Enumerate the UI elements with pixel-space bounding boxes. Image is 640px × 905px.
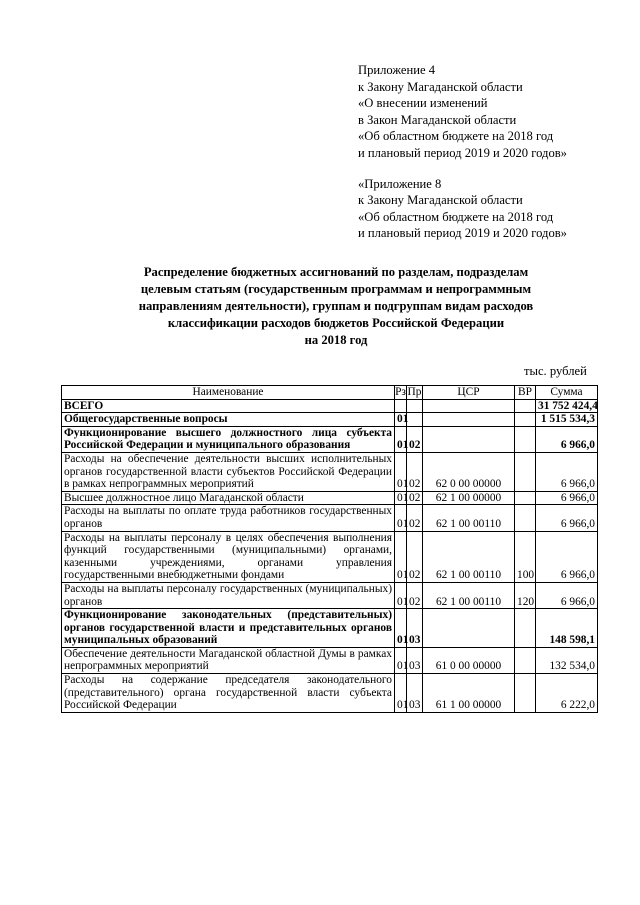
cell-sum: 132 534,0 [536,647,598,673]
title-line: классификации расходов бюджетов Российской Федерации [167,316,505,330]
title-line: Распределение бюджетных ассигнований по разделам, подразделам [143,265,529,279]
cell-sum: 1 515 534,3 [536,413,598,427]
appendix-line: в Закон Магаданской области [358,112,517,127]
cell-vr [515,399,536,413]
appendix-header [358,62,628,242]
cell-pr: 02 [407,531,423,582]
table-row [62,413,598,427]
cell-sum: 6 966,0 [536,531,598,582]
cell-name: Функционирование высшего должностного лица субъекта Российской Федерации и муниципального образования [62,426,395,452]
cell-sum: 6 222,0 [536,674,598,713]
cell-vr [515,609,536,648]
cell-rz: 01 [395,531,407,582]
header-sum: Сумма [536,386,598,400]
cell-pr: 02 [407,491,423,505]
cell-name: Расходы на выплаты персоналу в целях обеспечения выполнения функций государственными (муниципальными) органами, казенными учреждениями, органами управления государственными внебюджетными фондами [62,531,395,582]
table-row [62,674,598,713]
cell-rz: 01 [395,582,407,608]
appendix-line: «Об областном бюджете на 2018 год [358,129,554,144]
cell-sum: 148 598,1 [536,609,598,648]
cell-vr: 100 [515,531,536,582]
cell-rz: 01 [395,674,407,713]
cell-rz: 01 [395,647,407,673]
cell-csr: 62 0 00 00000 [423,452,515,491]
header-rz: Рз [395,386,406,398]
cell-pr: 03 [407,609,423,648]
appendix-line: к Закону Магаданской области [358,193,523,208]
cell-name: Высшее должностное лицо Магаданской области [62,491,395,505]
cell-name: Обеспечение деятельности Магаданской областной Думы в рамках непрограммных мероприятий [62,647,395,673]
table-row [62,505,598,531]
title-line: на 2018 год [304,333,368,347]
cell-vr [515,674,536,713]
cell-name: Расходы на выплаты персоналу государственных (муниципальных) органов [62,582,395,608]
cell-rz: 01 [395,413,407,427]
cell-vr [515,491,536,505]
cell-sum: 6 966,0 [536,452,598,491]
title-line: целевым статьям (государственным программам и непрограммным [140,282,532,296]
cell-csr: 61 1 00 00000 [423,674,515,713]
table-row [62,531,598,582]
appendix-8-block [358,176,628,242]
cell-name: ВСЕГО [62,399,395,413]
cell-pr: 02 [407,582,423,608]
appendix-line: Приложение 4 [358,63,436,77]
appendix-line: к Закону Магаданской области [358,79,523,94]
table-row [62,647,598,673]
appendix-line: и плановый период 2019 и 2020 годов» [358,226,567,241]
cell-csr: 62 1 00 00110 [423,582,515,608]
cell-rz: 01 [395,491,407,505]
cell-csr: 62 1 00 00110 [423,531,515,582]
appendix-line: «Приложение 8 [358,176,442,191]
cell-sum: 6 966,0 [536,491,598,505]
header-vr: ВР [515,386,536,400]
table-row [62,426,598,452]
cell-vr [515,426,536,452]
table-header-row [62,386,598,400]
table-row [62,452,598,491]
cell-csr: 62 1 00 00110 [423,505,515,531]
table-row [62,609,598,648]
cell-name: Общегосударственные вопросы [62,413,395,427]
cell-vr [515,647,536,673]
cell-pr [407,413,423,427]
cell-name: Расходы на содержание председателя законодательного (представительного) органа государственной власти субъекта Российской Федерации [62,674,395,713]
cell-rz: 01 [395,609,407,648]
cell-vr [515,413,536,427]
cell-sum: 6 966,0 [536,505,598,531]
cell-sum: 6 966,0 [536,582,598,608]
cell-name: Функционирование законодательных (представительных) органов государственной власти и представительных органов муниципальных образований [62,609,395,648]
cell-sum: 6 966,0 [536,426,598,452]
cell-pr: 02 [407,505,423,531]
header-name: Наименование [62,386,395,400]
cell-sum: 31 752 424,4 [536,399,598,413]
cell-csr [423,413,515,427]
cell-vr [515,505,536,531]
budget-table [61,385,598,713]
cell-rz: 01 [395,426,407,452]
title-line: направлениям деятельности), группам и подгруппам видам расходов [138,299,534,313]
header-csr: ЦСР [423,386,515,400]
cell-rz: 01 [395,505,407,531]
header-pr: Пр [407,386,422,398]
cell-pr [407,399,423,413]
cell-csr [423,426,515,452]
table-row [62,582,598,608]
appendix-line: и плановый период 2019 и 2020 годов» [358,145,567,160]
cell-vr [515,452,536,491]
cell-pr: 02 [407,452,423,491]
cell-csr [423,399,515,413]
appendix-4-block [358,62,628,162]
cell-name: Расходы на обеспечение деятельности высших исполнительных органов государственной власти субъектов Российской Федерации в рамках непрограммных мероприятий [62,452,395,491]
units-label: тыс. рублей [524,364,587,378]
appendix-line: «О внесении изменений [358,96,488,111]
cell-pr: 03 [407,674,423,713]
table-row [62,491,598,505]
cell-name: Расходы на выплаты по оплате труда работников государственных органов [62,505,395,531]
cell-csr [423,609,515,648]
cell-pr: 03 [407,647,423,673]
cell-rz [395,399,407,413]
appendix-line: «Об областном бюджете на 2018 год [358,209,554,224]
cell-csr: 62 1 00 00000 [423,491,515,505]
cell-csr: 61 0 00 00000 [423,647,515,673]
document-title [40,264,632,349]
table-body [62,399,598,712]
table-row [62,399,598,413]
cell-pr: 02 [407,426,423,452]
cell-vr: 120 [515,582,536,608]
cell-rz: 01 [395,452,407,491]
